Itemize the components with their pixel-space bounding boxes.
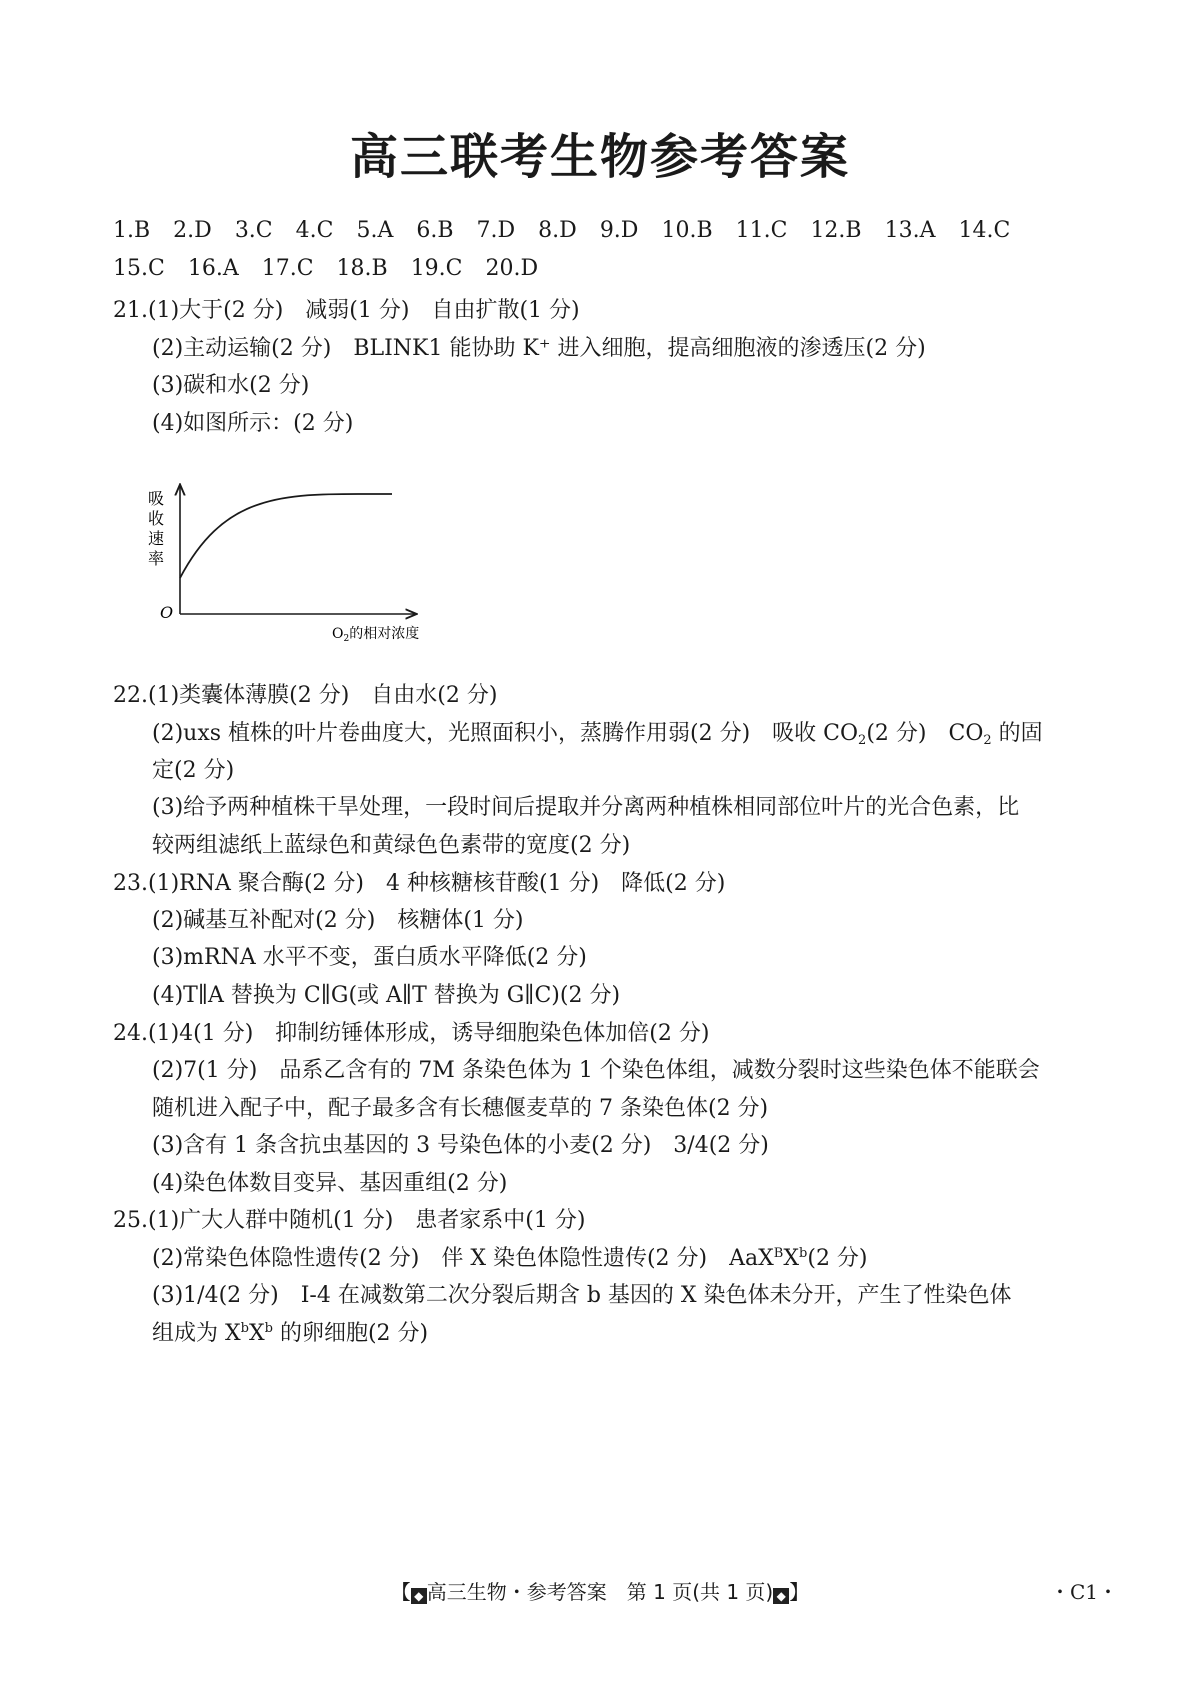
curve-line	[180, 494, 392, 578]
y-label-char-1: 吸	[148, 489, 165, 508]
mc-answer: 17.C	[261, 256, 314, 281]
mc-answer: 6.B	[416, 218, 454, 243]
q21-line-2: (2)主动运输(2 分) BLINK1 能协助 K⁺ 进入细胞，提高细胞液的渗透压(2 分)	[152, 336, 926, 361]
y-label-char-2: 收	[148, 509, 165, 528]
mc-answer: 8.D	[538, 218, 577, 243]
q23-line-1: 23.(1)RNA 聚合酶(2 分) 4 种核糖核苷酸(1 分) 降低(2 分)	[113, 871, 726, 896]
x-axis-label: $O_2$的相对浓度	[332, 626, 420, 644]
q22-line-1: 22.(1)类囊体薄膜(2 分) 自由水(2 分)	[113, 683, 498, 708]
q22-line-2: (2)uxs 植株的叶片卷曲度大，光照面积小，蒸腾作用弱(2 分) 吸收 $CO_2(2$ 分) $CO_2$ 的固	[152, 721, 1043, 748]
footer-right-bracket: 】	[789, 1580, 810, 1604]
q23-line-2: (2)碱基互补配对(2 分) 核糖体(1 分)	[152, 908, 524, 933]
mc-answer: 13.A	[884, 218, 936, 243]
mc-answer: 4.C	[295, 218, 334, 243]
page-footer	[0, 1576, 1200, 1605]
q25-line-4: 组成为 $X^bX^b$ 的卵细胞(2 分)	[152, 1321, 429, 1346]
q21-line-3: (3)碳和水(2 分)	[152, 373, 310, 398]
q21-line-1: 21.(1)大于(2 分) 减弱(1 分) 自由扩散(1 分)	[113, 298, 580, 323]
footer-text: 高三生物・参考答案 第 1 页(共 1 页)	[426, 1580, 774, 1604]
mc-answer: 18.B	[336, 256, 388, 281]
q24-line-2: (2)7(1 分) 品系乙含有的 7M 条染色体为 1 个染色体组，减数分裂时这些染色体不能联会	[152, 1058, 1040, 1083]
mc-answer: 1.B	[113, 218, 151, 243]
mc-answer: 11.C	[735, 218, 788, 243]
mc-answer: 15.C	[113, 256, 165, 281]
mc-answer: 20.D	[485, 256, 539, 281]
q23-line-4: (4)T∥A 替换为 C∥G(或 A∥T 替换为 G∥C)(2 分)	[152, 983, 621, 1008]
q24-line-5: (4)染色体数目变异、基因重组(2 分)	[152, 1171, 508, 1196]
q22-line-4: (3)给予两种植株干旱处理，一段时间后提取并分离两种植株相同部位叶片的光合色素，比	[152, 795, 1020, 820]
mc-answer: 3.C	[234, 218, 273, 243]
diamond-icon: ◆	[411, 1588, 427, 1604]
page-title: 高三联考生物参考答案	[349, 129, 850, 185]
mc-answers-row-1	[113, 218, 1033, 243]
q24-line-4: (3)含有 1 条含抗虫基因的 3 号染色体的小麦(2 分) 3/4(2 分)	[152, 1133, 769, 1158]
mc-answer: 19.C	[410, 256, 463, 281]
q25-line-1: 25.(1)广大人群中随机(1 分) 患者家系中(1 分)	[113, 1208, 586, 1233]
q21-line-4: (4)如图所示：(2 分)	[152, 411, 354, 436]
q22-line-3: 定(2 分)	[152, 758, 235, 783]
q22-line-5: 较两组滤纸上蓝绿色和黄绿色色素带的宽度(2 分)	[152, 833, 631, 858]
q24-line-1: 24.(1)4(1 分) 抑制纺锤体形成，诱导细胞染色体加倍(2 分)	[113, 1021, 710, 1046]
origin-label: O	[160, 603, 174, 622]
mc-answer: 10.B	[661, 218, 713, 243]
q25-line-3: (3)1/4(2 分) Ⅰ-4 在减数第二次分裂后期含 b 基因的 X 染色体未分开，产生了性染色体	[152, 1283, 1012, 1308]
diamond-icon: ◆	[773, 1588, 789, 1604]
footer-left-bracket: 【	[390, 1580, 411, 1604]
mc-answer: 16.A	[187, 256, 239, 281]
y-label-char-3: 速	[148, 529, 165, 548]
mc-answer: 2.D	[173, 218, 212, 243]
q25-line-2: (2)常染色体隐性遗传(2 分) 伴 X 染色体隐性遗传(2 分) $AaX^BX^b(2$ 分)	[152, 1246, 868, 1271]
page-code: ・C1・	[1050, 1580, 1119, 1604]
mc-answer: 9.D	[599, 218, 639, 243]
mc-answer: 12.B	[810, 218, 862, 243]
mc-answer: 14.C	[958, 218, 1011, 243]
mc-answers-row-2	[113, 256, 561, 281]
q24-line-3: 随机进入配子中，配子最多含有长穗偃麦草的 7 条染色体(2 分)	[152, 1096, 769, 1121]
mc-answer: 7.D	[476, 218, 516, 243]
q23-line-3: (3)mRNA 水平不变，蛋白质水平降低(2 分)	[152, 945, 587, 970]
absorption-rate-graph	[140, 480, 470, 665]
y-label-char-4: 率	[148, 549, 165, 568]
mc-answer: 5.A	[356, 218, 394, 243]
